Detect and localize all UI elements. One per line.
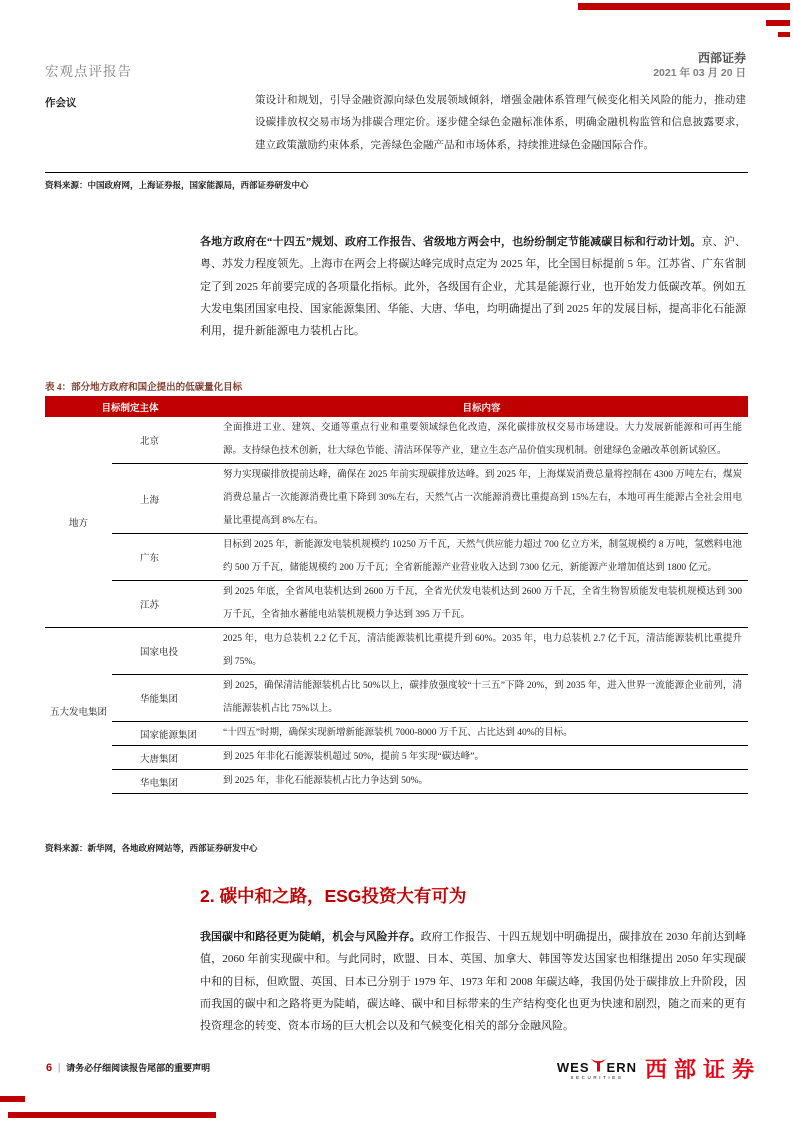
- table-row: [45, 722, 748, 746]
- report-type-label: 宏观点评报告: [45, 64, 132, 79]
- content-cell: 到 2025 年，非化石能源装机占比力争达到 50%。: [215, 770, 748, 794]
- key-paragraph-rest: 京、沪、粤、苏发力程度领先。上海市在两会上将碳达峰完成时点定为 2025 年，比全国目标提前 5 年。江苏省、广东省制定了到 2025 年前要完成的各项量化指标。此外，各级国有企业，尤其是能源行业，也开始发力低碳改革。例如五大发电集团国家电投、国家能源集团、华能、大唐、华电，均明确提出了到 2025 年的发展目标，提高非化石能源利用，提升新能源电力装机占比。: [200, 236, 747, 338]
- table-header-row: [45, 396, 748, 417]
- logo-securities-label: SECURITIES: [570, 1074, 624, 1080]
- logo-brand-cn: 西部证券: [644, 1057, 761, 1082]
- entity-cell: 国家能源集团: [112, 722, 215, 746]
- table-caption: 表 4：部分地方政府和国企提出的低碳量化目标: [45, 383, 243, 393]
- decor-right-bar: [766, 20, 790, 26]
- group-cell-power-groups: 五大发电集团: [45, 628, 112, 794]
- decor-top-bar: [578, 3, 790, 10]
- logo-western-left: WES: [556, 1059, 590, 1075]
- content-cell: 到 2025 年非化石能源装机超过 50%，提前 5 年实现“碳达峰”。: [215, 746, 748, 770]
- footer-left: [46, 1061, 210, 1074]
- decor-right-bar-small: [778, 32, 790, 37]
- table-row: [45, 464, 748, 534]
- decor-footer-bar: [8, 1112, 216, 1118]
- section-title: 2. 碳中和之路，ESG投资大有可为: [200, 886, 467, 906]
- intro-paragraph: 策设计和规划，引导金融资源向绿色发展领域倾斜，增强金融体系管理气候变化相关风险的能力，推动建设碳排放权交易市场为排碳合理定价。逐步健全绿色金融标准体系，明确金融机构监管和信息披露要求，建立政策激励约束体系，完善绿色金融产品和市场体系，持续推进绿色金融国际合作。: [255, 95, 746, 151]
- entity-cell: 上海: [112, 464, 215, 534]
- intro-side-label: 作会议: [45, 98, 77, 109]
- company-logo: [557, 1053, 761, 1084]
- section-paragraph-rest: 政府工作报告、十四五规划中明确提出，碳排放在 2030 年前达到峰值，2060 年前实现碳中和。与此同时，欧盟、日本、英国、加拿大、韩国等发达国家也相继提出 2050 年实现碳中和的目标，但欧盟、英国、日本已分别于 1979 年、1973 年和 2008 年碳达峰，我国仍处于碳排放上升阶段，因而我国的碳中和之路将更为陡峭，碳达峰、碳中和目标带来的生产结构变化也更为快速和剧烈，随之而来的更有投资理念的转变、资本市场的巨大机会以及和气候变化相关的部分金融风险。: [200, 931, 746, 1033]
- group-cell-local: 地方: [68, 519, 88, 529]
- content-cell: 到 2025，确保清洁能源装机占比 50%以上，碳排放强度较“十三五”下降 20%，到 2035 年，进入世界一流能源企业前列，清洁能源装机占比 75%以上。: [215, 675, 748, 722]
- entity-cell: 华能集团: [112, 675, 215, 722]
- content-cell: 全面推进工业、建筑、交通等重点行业和重要领域绿色化改造，深化碳排放权交易市场建设。大力发展新能源和可再生能源。支持绿色技术创新，壮大绿色节能、清洁环保等产业，建立生态产品价值实现机制。创建绿色金融改革创新试验区。: [223, 423, 743, 456]
- page-number: 6: [46, 1061, 53, 1074]
- brand-name-header: 西部证券: [697, 51, 746, 65]
- table-header-content: 目标内容: [215, 396, 748, 417]
- key-paragraph: [200, 231, 746, 342]
- bull-icon: [591, 1057, 606, 1074]
- entity-cell: 大唐集团: [112, 746, 215, 770]
- table-row: [45, 534, 748, 581]
- table-row: [45, 417, 748, 464]
- footer-separator: |: [58, 1062, 61, 1073]
- footer-disclaimer: 请务必仔细阅读报告尾部的重要声明: [66, 1063, 211, 1073]
- entity-cell: 华电集团: [112, 770, 215, 794]
- entity-cell: 国家电投: [112, 628, 215, 675]
- section-paragraph-lead: 我国碳中和路径更为陡峭，机会与风险并存。: [200, 931, 421, 943]
- entity-cell: 北京: [140, 437, 160, 447]
- logo-western-right: ERN: [606, 1059, 637, 1075]
- table-row: [45, 770, 748, 794]
- table-header-entity: 目标制定主体: [45, 396, 215, 417]
- logo-western-wordmark: [557, 1057, 637, 1081]
- key-paragraph-lead: 各地方政府在“十四五”规划、政府工作报告、省级地方两会中，也纷纷制定节能减碳目标和行动计划。: [200, 236, 702, 248]
- decor-footer-block: [0, 1096, 25, 1102]
- divider-line: [45, 172, 748, 173]
- source-note-table: 资料来源：新华网，各地政府网站等，西部证券研发中心: [45, 843, 258, 853]
- source-note-intro: 资料来源：中国政府网，上海证券报，国家能源局，西部证券研发中心: [45, 180, 309, 190]
- low-carbon-targets-table: [45, 396, 748, 794]
- content-cell: 到 2025 年底，全省风电装机达到 2600 万千瓦，全省光伏发电装机达到 2600 万千瓦，全省生物智质能发电装机规模达到 300 万千瓦，全省抽水蓄能电站装机规模力争达到 395 万千瓦。: [215, 581, 748, 628]
- content-cell: “十四五”时期，确保实现新增新能源装机 7000-8000 万千瓦、占比达到 40%的目标。: [215, 722, 748, 746]
- report-date: 2021 年 03 月 20 日: [653, 67, 746, 79]
- content-cell: 努力实现碳排放提前达峰，确保在 2025 年前实现碳排放达峰。到 2025 年，上海煤炭消费总量将控制在 4300 万吨左右，煤炭消费总量占一次能源消费比重下降到 30%左右，天然气占一次能源消费比重提高到 15%左右，本地可再生能源占全社会用电量比重提高到 8%左右。: [215, 464, 748, 534]
- content-cell: 2025 年，电力总装机 2.2 亿千瓦，清洁能源装机比重提升到 60%。2035 年，电力总装机 2.7 亿千瓦，清洁能源装机比重提升到 75%。: [215, 628, 748, 675]
- table-row: [45, 628, 748, 675]
- table-row: [45, 675, 748, 722]
- section-paragraph: [200, 926, 746, 1037]
- table-row: [45, 746, 748, 770]
- entity-cell: 广东: [112, 534, 215, 581]
- entity-cell: 江苏: [112, 581, 215, 628]
- content-cell: 目标到 2025 年，新能源发电装机规模约 10250 万千瓦，天然气供应能力超过 700 亿立方米，制氢规模约 8 万吨，氢燃料电池约 500 万千瓦，储能规模约 200 万千瓦；全省新能源产业营业收入达到 7300 亿元，新能源产业增加值达到 1800 亿元。: [215, 534, 748, 581]
- table-row: [45, 581, 748, 628]
